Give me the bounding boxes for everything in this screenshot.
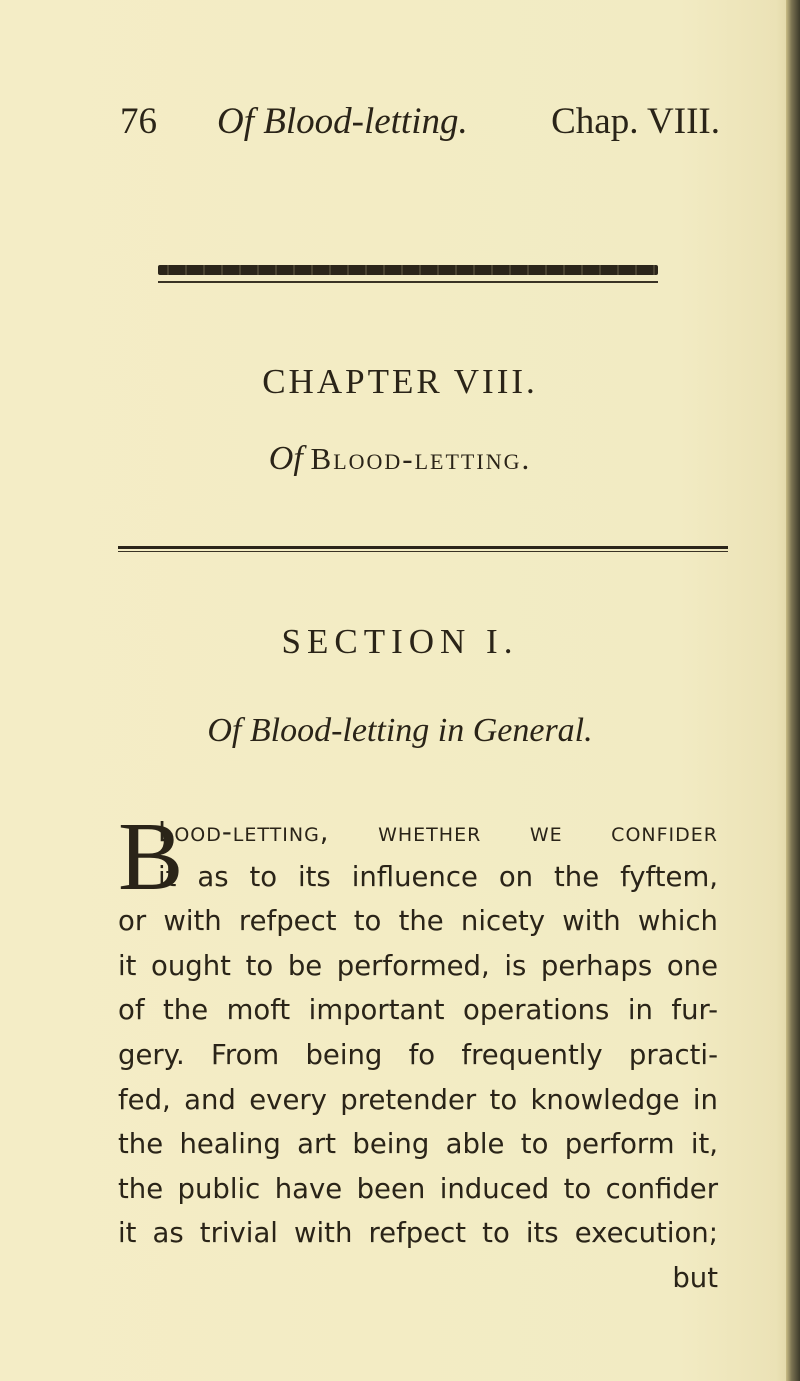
body-line: or with refpect to the nicety with which [118, 905, 718, 938]
body-line: it ought to be performed, is perhaps one [118, 949, 718, 982]
page-number: 76 [120, 101, 157, 142]
chapter-subtitle [0, 440, 800, 478]
body-line: it as to its influence on the fyftem, [158, 860, 718, 893]
body-line: fed, and every pretender to knowledge in [118, 1083, 718, 1116]
ornamental-rule-underline [158, 281, 658, 283]
section-rule-thin [118, 551, 728, 552]
running-head-chapter: Chap. VIII. [551, 101, 720, 142]
body-paragraph [118, 803, 718, 1301]
page-edge [786, 0, 800, 1381]
body-line: the public have been induced to confider [118, 1172, 718, 1205]
body-line: gery. From being fo frequently practi- [118, 1038, 718, 1071]
body-line [118, 810, 718, 855]
body-line: of the moft important operations in fur- [118, 994, 718, 1027]
body-line: it as trivial with refpect to its execution; [118, 1217, 718, 1250]
body-line-text: Lood-letting, whether we confider [158, 816, 718, 848]
section-rule [118, 546, 728, 549]
catchword: but [672, 1261, 718, 1294]
section-subtitle: Of Blood-letting in General. [207, 712, 593, 749]
chapter-title: CHAPTER VIII. [262, 362, 538, 401]
ornamental-rule [158, 265, 658, 275]
drop-cap: B [118, 803, 184, 911]
running-head-title: Of Blood-letting. [217, 101, 468, 142]
chapter-subtitle-of: Of [268, 440, 303, 477]
body-line: the healing art being able to perform it, [118, 1128, 718, 1161]
running-head [120, 100, 720, 150]
chapter-subtitle-text: Blood-letting. [310, 441, 532, 476]
section-title: SECTION I. [281, 622, 519, 661]
